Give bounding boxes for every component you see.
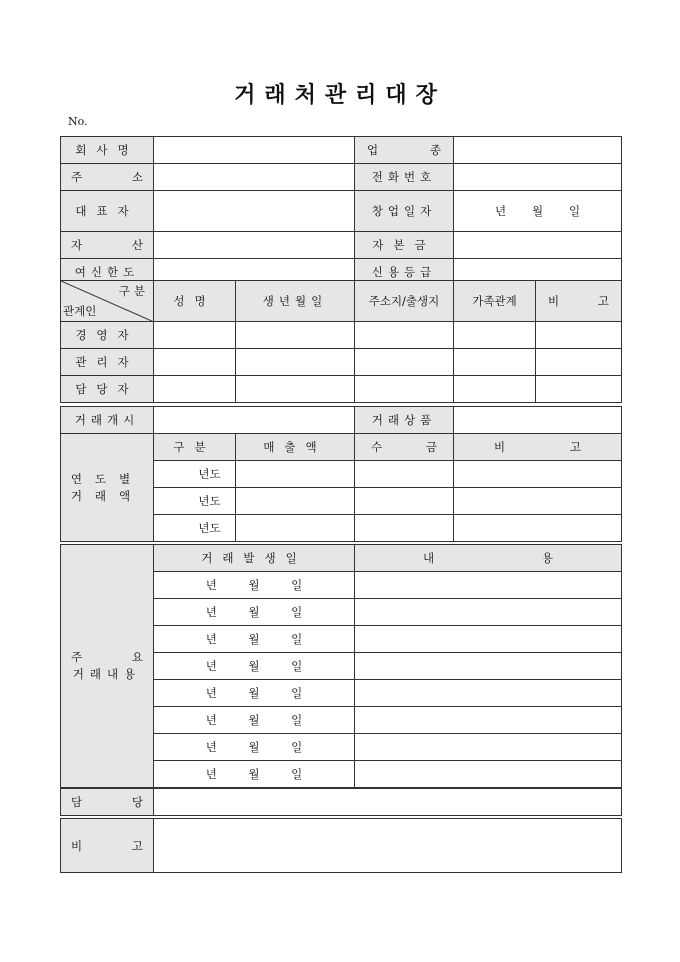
year-unit: 년: [205, 740, 217, 754]
year-suffix: 년도: [198, 521, 221, 535]
header-remarks: 비 고: [536, 281, 622, 322]
yearly-header-sales: 매출액: [236, 434, 355, 461]
manager-field[interactable]: [154, 789, 622, 816]
address-label: 주 소: [61, 164, 154, 191]
day-unit: 일: [291, 578, 303, 592]
manager-remarks[interactable]: [536, 349, 622, 376]
trade-products-label: 거래상품: [355, 407, 454, 434]
yearly-label-line2: 거래액: [70, 488, 144, 503]
company-name-field[interactable]: [154, 137, 355, 164]
trade-content-cell[interactable]: [355, 599, 622, 626]
row-label-staff: 담당자: [61, 376, 154, 403]
manager-name[interactable]: [154, 349, 236, 376]
trade-content-cell[interactable]: [355, 572, 622, 599]
header-address: 주소지/출생지: [355, 281, 454, 322]
yearly-remarks-field[interactable]: [454, 461, 622, 488]
trade-date-cell[interactable]: [154, 680, 355, 707]
year-unit: 년: [205, 686, 217, 700]
year-unit: 년: [205, 767, 217, 781]
staff-address[interactable]: [355, 376, 454, 403]
sales-field[interactable]: [236, 461, 355, 488]
trade-details-table: [60, 544, 622, 788]
executive-remarks[interactable]: [536, 322, 622, 349]
year-unit: 년: [205, 713, 217, 727]
staff-remarks[interactable]: [536, 376, 622, 403]
ceo-label: 대표자: [61, 191, 154, 232]
phone-label: 전화번호: [355, 164, 454, 191]
day-unit: 일: [291, 686, 303, 700]
trade-start-label: 거래개시: [61, 407, 154, 434]
day-unit: 일: [291, 605, 303, 619]
staff-family[interactable]: [454, 376, 536, 403]
yearly-label-line1: 연도별: [70, 471, 144, 486]
trade-date-cell[interactable]: [154, 707, 355, 734]
month-unit: 월: [248, 578, 260, 592]
year-unit: 년: [494, 204, 507, 218]
trade-content-cell[interactable]: [355, 734, 622, 761]
trade-start-field[interactable]: [154, 407, 355, 434]
document-title: 거래처관리대장: [234, 82, 446, 108]
staff-birth[interactable]: [236, 376, 355, 403]
row-label-manager: 관리자: [61, 349, 154, 376]
executive-birth[interactable]: [236, 322, 355, 349]
yearly-amount-label: [61, 434, 154, 542]
yearly-header-remarks: 비 고: [454, 434, 622, 461]
document-number-label: No.: [68, 115, 88, 128]
yearly-remarks-field[interactable]: [454, 515, 622, 542]
trade-content-cell[interactable]: [355, 653, 622, 680]
month-unit: 월: [248, 605, 260, 619]
trade-content-header: 내 용: [355, 545, 622, 572]
manager-address[interactable]: [355, 349, 454, 376]
collection-field[interactable]: [355, 515, 454, 542]
day-unit: 일: [291, 713, 303, 727]
business-type-label: 업 종: [355, 137, 454, 164]
yearly-header-collection: 수 금: [355, 434, 454, 461]
staff-name[interactable]: [154, 376, 236, 403]
main-trade-label: [61, 545, 154, 788]
year-suffix: 년도: [198, 467, 221, 481]
assets-field[interactable]: [154, 232, 355, 259]
executive-name[interactable]: [154, 322, 236, 349]
persons-diagonal-header: [61, 281, 154, 322]
manager-table: [60, 788, 622, 816]
row-label-executive: 경영자: [61, 322, 154, 349]
remarks-field[interactable]: [154, 819, 622, 873]
company-info-table: [60, 136, 622, 286]
day-unit: 일: [291, 740, 303, 754]
month-unit: 월: [248, 740, 260, 754]
trade-table: [60, 406, 622, 542]
trade-date-header: 거래발생일: [154, 545, 355, 572]
trade-content-cell[interactable]: [355, 707, 622, 734]
main-trade-line2: 거래내용: [72, 667, 142, 681]
yearly-remarks-field[interactable]: [454, 488, 622, 515]
year-cell[interactable]: [154, 488, 236, 515]
sales-field[interactable]: [236, 515, 355, 542]
sales-field[interactable]: [236, 488, 355, 515]
trade-date-cell[interactable]: [154, 572, 355, 599]
year-suffix: 년도: [198, 494, 221, 508]
credit-grade-label: 신용등급: [355, 259, 454, 286]
trade-products-field[interactable]: [454, 407, 622, 434]
capital-label: 자본금: [355, 232, 454, 259]
month-unit: 월: [248, 659, 260, 673]
persons-table: [60, 280, 622, 403]
header-name: 성명: [154, 281, 236, 322]
diag-bottom-label: 관계인: [63, 304, 97, 318]
trade-date-cell[interactable]: [154, 653, 355, 680]
trade-content-cell[interactable]: [355, 761, 622, 788]
month-unit: 월: [248, 713, 260, 727]
business-type-field[interactable]: [454, 137, 622, 164]
month-unit: 월: [248, 767, 260, 781]
header-family: 가족관계: [454, 281, 536, 322]
trade-content-cell[interactable]: [355, 680, 622, 707]
yearly-header-category: 구분: [154, 434, 236, 461]
assets-label: 자 산: [61, 232, 154, 259]
month-unit: 월: [531, 204, 544, 218]
header-birthdate: 생년월일: [236, 281, 355, 322]
trade-date-cell[interactable]: [154, 599, 355, 626]
manager-birth[interactable]: [236, 349, 355, 376]
phone-field[interactable]: [454, 164, 622, 191]
year-unit: 년: [205, 632, 217, 646]
manager-family[interactable]: [454, 349, 536, 376]
capital-field[interactable]: [454, 232, 622, 259]
trade-date-cell[interactable]: [154, 761, 355, 788]
year-unit: 년: [205, 659, 217, 673]
collection-field[interactable]: [355, 488, 454, 515]
founded-date-field[interactable]: [454, 191, 622, 232]
founded-label: 창업일자: [355, 191, 454, 232]
trade-date-cell[interactable]: [154, 626, 355, 653]
ceo-field[interactable]: [154, 191, 355, 232]
year-unit: 년: [205, 605, 217, 619]
manager-label: 담 당: [61, 789, 154, 816]
day-unit: 일: [568, 204, 581, 218]
remarks-table: [60, 818, 622, 873]
month-unit: 월: [248, 686, 260, 700]
executive-family[interactable]: [454, 322, 536, 349]
day-unit: 일: [291, 632, 303, 646]
trade-date-cell[interactable]: [154, 734, 355, 761]
trade-content-cell[interactable]: [355, 626, 622, 653]
year-cell[interactable]: [154, 461, 236, 488]
day-unit: 일: [291, 767, 303, 781]
main-trade-line1: 주 요: [71, 650, 143, 664]
remarks-label: 비 고: [61, 819, 154, 873]
address-field[interactable]: [154, 164, 355, 191]
executive-address[interactable]: [355, 322, 454, 349]
diag-top-label: 구분: [118, 284, 149, 298]
year-cell[interactable]: [154, 515, 236, 542]
company-name-label: 회사명: [61, 137, 154, 164]
collection-field[interactable]: [355, 461, 454, 488]
day-unit: 일: [291, 659, 303, 673]
year-unit: 년: [205, 578, 217, 592]
month-unit: 월: [248, 632, 260, 646]
credit-limit-label: 여신한도: [61, 259, 154, 286]
